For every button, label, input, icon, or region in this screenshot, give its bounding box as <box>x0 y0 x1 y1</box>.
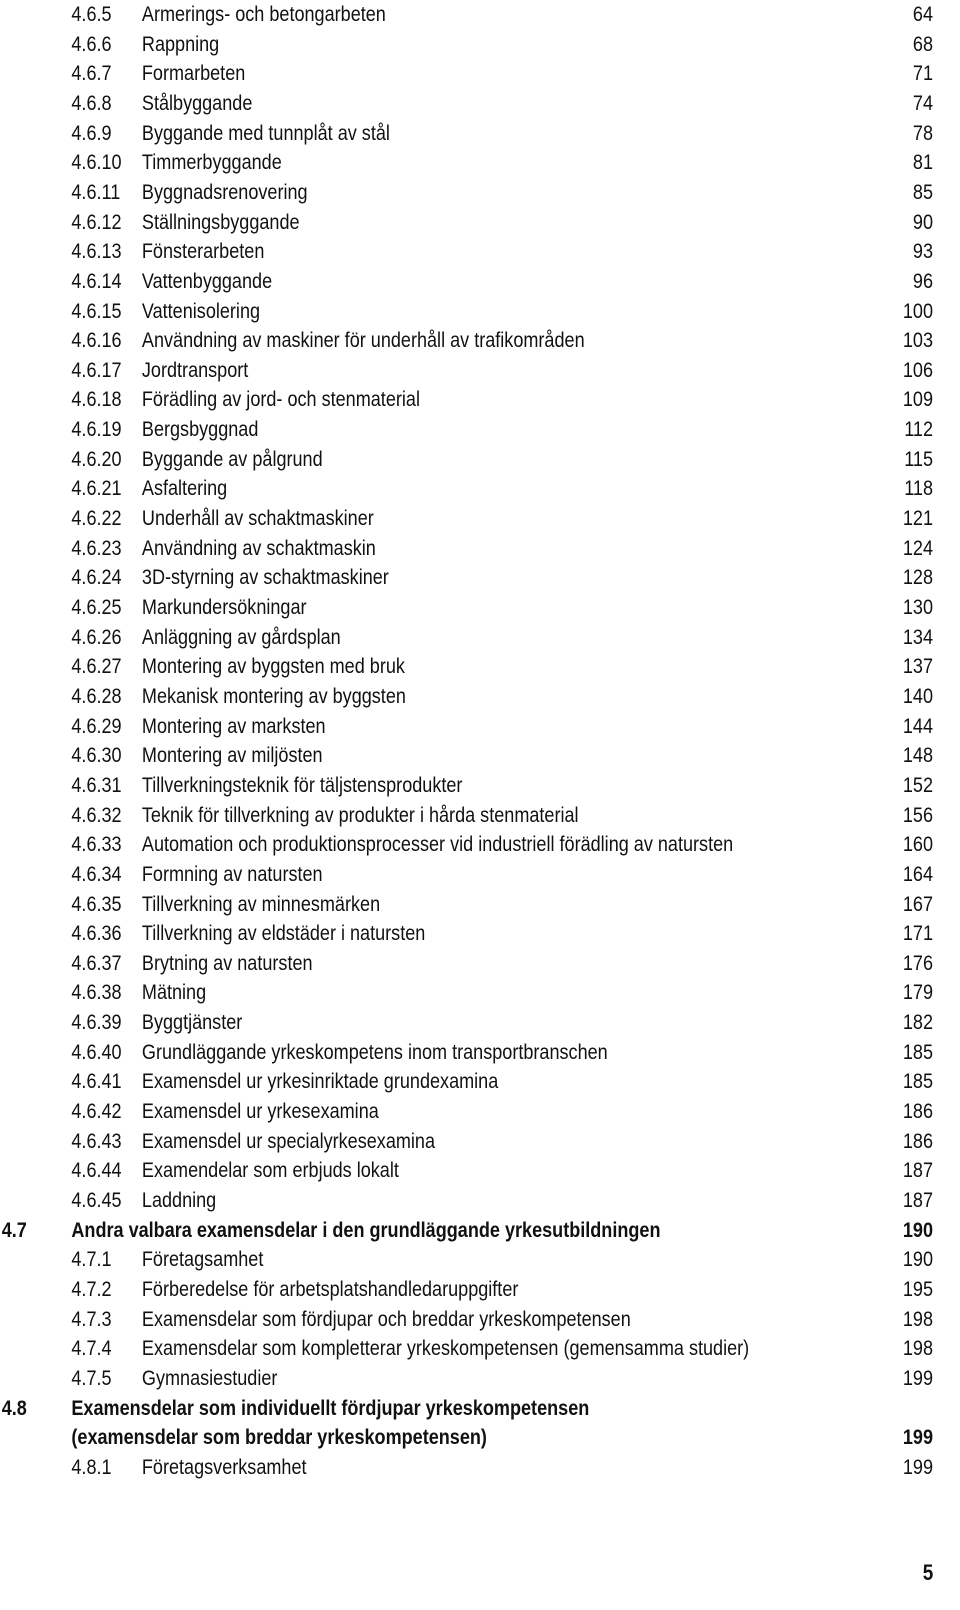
toc-entry <box>0 1334 960 1364</box>
toc-entry-page: 167 <box>902 892 933 916</box>
toc-entry <box>0 1067 960 1097</box>
toc-entry-page: 121 <box>902 507 933 531</box>
toc-entry <box>0 1453 960 1483</box>
toc-entry <box>0 563 960 593</box>
toc-entry-title: Tillverkning av eldstäder i natursten <box>141 922 426 946</box>
toc-entry-page: 64 <box>912 3 933 26</box>
toc-entry-title: Jordtransport <box>141 358 249 382</box>
toc-entry <box>0 593 960 623</box>
toc-entry-page: 81 <box>912 151 933 175</box>
toc-entry-page: 179 <box>902 981 933 1005</box>
toc-entry-page: 90 <box>912 210 933 234</box>
toc-entry-number: 4.6.35 <box>71 892 122 916</box>
toc-entry-title: Examensdel ur specialyrkesexamina <box>141 1129 436 1153</box>
toc-entry-page: 85 <box>912 180 933 204</box>
toc-entry-number: 4.6.14 <box>71 269 122 293</box>
toc-entry-page: 187 <box>902 1189 933 1212</box>
toc-entry-number: 4.6.40 <box>71 1040 122 1064</box>
toc-entry-number: 4.6.42 <box>71 1100 122 1124</box>
toc-entry <box>0 771 960 801</box>
toc-entry-title: Förädling av jord- och stenmaterial <box>141 388 420 412</box>
toc-entry-page: 199 <box>902 1426 933 1450</box>
toc-entry-page: 144 <box>902 714 933 738</box>
toc-entry <box>0 326 960 356</box>
toc-entry <box>0 1275 960 1305</box>
toc-entry-number: 4.7.5 <box>71 1366 112 1390</box>
toc-entry <box>0 1038 960 1068</box>
toc-entry-title: Förberedelse för arbetsplatshandledaruppgifter <box>141 1277 519 1301</box>
toc-entry-title: Tillverkning av minnesmärken <box>141 892 381 916</box>
toc-entry <box>0 919 960 949</box>
toc-entry-number: 4.6.6 <box>71 32 112 56</box>
toc-entry-page: 128 <box>902 566 933 590</box>
toc-entry-title: Examendelar som erbjuds lokalt <box>141 1159 399 1183</box>
toc-entry-title: Företagsamhet <box>141 1248 264 1272</box>
toc-entry <box>0 949 960 979</box>
toc-entry-title: Anläggning av gårdsplan <box>141 625 341 649</box>
toc-entry-number: 4.6.23 <box>71 536 122 560</box>
toc-entry-title: Byggtjänster <box>141 1011 243 1035</box>
toc-entry-title: Markundersökningar <box>141 596 307 619</box>
toc-entry <box>0 1097 960 1127</box>
toc-entry <box>0 890 960 920</box>
toc-entry-title: Fönsterarbeten <box>141 240 265 264</box>
toc-entry-number: 4.6.20 <box>71 447 122 471</box>
toc-entry-number: 4.7.3 <box>71 1307 112 1331</box>
toc-entry-page: 93 <box>912 240 933 264</box>
toc-entry <box>0 1186 960 1216</box>
toc-entry-page: 140 <box>902 684 933 708</box>
toc-entry-title: Underhåll av schaktmaskiner <box>141 507 374 531</box>
toc-entry-page: 164 <box>902 862 933 886</box>
toc-entry-title: Andra valbara examensdelar i den grundläggande yrkesutbildningen <box>71 1218 661 1242</box>
toc-entry-page: 160 <box>902 833 933 857</box>
toc-entry-number: 4.6.9 <box>71 121 112 145</box>
toc-entry-page: 137 <box>902 655 933 679</box>
toc-entry <box>0 1423 960 1453</box>
toc-entry-number: 4.6.39 <box>71 1011 122 1035</box>
toc-entry-number: 4.6.10 <box>71 151 122 175</box>
toc-entry-title: Examensdel ur yrkesexamina <box>141 1100 379 1124</box>
toc-entry-number: 4.7 <box>1 1218 27 1242</box>
toc-entry-number: 4.6.7 <box>71 62 112 86</box>
toc-entry-title: Mätning <box>141 981 207 1005</box>
toc-entry-number: 4.6.36 <box>71 922 122 946</box>
toc-entry-page: 195 <box>902 1277 933 1301</box>
toc-entry <box>0 1305 960 1335</box>
toc-entry <box>0 297 960 327</box>
toc-entry-title: Examensdel ur yrkesinriktade grundexamina <box>141 1070 499 1094</box>
toc-entry-number: 4.6.24 <box>71 566 122 590</box>
toc-entry <box>0 356 960 386</box>
toc-entry-number: 4.6.30 <box>71 744 122 768</box>
toc-entry-page: 185 <box>902 1040 933 1064</box>
toc-entry-page: 112 <box>904 418 933 442</box>
toc-entry-page: 187 <box>902 1159 933 1183</box>
toc-entry-number: 4.6.41 <box>71 1070 122 1094</box>
toc-entry-number: 4.6.13 <box>71 240 122 264</box>
toc-entry-page: 68 <box>912 32 933 56</box>
toc-entry <box>0 801 960 831</box>
toc-entry-title: Montering av miljösten <box>141 744 323 768</box>
toc-entry-page: 130 <box>902 596 933 619</box>
toc-entry-page: 100 <box>902 299 933 323</box>
toc-entry-number: 4.7.1 <box>71 1248 112 1272</box>
toc-entry-title: Montering av byggsten med bruk <box>141 655 405 679</box>
toc-entry-title: Brytning av natursten <box>141 951 313 975</box>
toc-entry-page: 118 <box>904 477 933 501</box>
toc-entry <box>0 1364 960 1394</box>
toc-entry-number: 4.6.34 <box>71 862 122 886</box>
toc-entry <box>0 534 960 564</box>
toc-entry-page: 106 <box>902 358 933 382</box>
toc-entry-number: 4.7.2 <box>71 1277 112 1301</box>
toc-entry-page: 124 <box>902 536 933 560</box>
toc-entry-title: Timmerbyggande <box>141 151 282 175</box>
toc-entry-title: Examensdelar som fördjupar och breddar yrkeskompetensen <box>141 1307 631 1331</box>
toc-entry <box>0 652 960 682</box>
toc-entry-title: Grundläggande yrkeskompetens inom transportbranschen <box>141 1040 608 1064</box>
toc-entry-title: Examensdelar som kompletterar yrkeskompetensen (gemensamma studier) <box>141 1337 750 1361</box>
toc-entry <box>0 1008 960 1038</box>
toc-entry-page: 199 <box>902 1455 933 1479</box>
toc-entry-title: Byggande med tunnplåt av stål <box>141 121 390 145</box>
toc-entry-number: 4.6.21 <box>71 477 122 501</box>
toc-entry-title: Användning av maskiner för underhåll av trafikområden <box>141 329 585 353</box>
toc-entry-title: Rappning <box>141 32 220 56</box>
toc-entry <box>0 504 960 534</box>
toc-entry-title: Formning av natursten <box>141 862 323 886</box>
toc-entry <box>0 385 960 415</box>
toc-entry-number: 4.6.25 <box>71 596 122 619</box>
toc-entry-number: 4.6.44 <box>71 1159 122 1183</box>
toc-entry <box>0 208 960 238</box>
toc-entry <box>0 0 960 30</box>
toc-entry <box>0 89 960 119</box>
toc-entry <box>0 445 960 475</box>
toc-entry-page: 103 <box>902 329 933 353</box>
toc-entry-number: 4.6.26 <box>71 625 122 649</box>
toc-entry-page: 109 <box>902 388 933 412</box>
toc-entry-title: Montering av marksten <box>141 714 326 738</box>
toc-entry-number: 4.6.22 <box>71 507 122 531</box>
toc-entry-number: 4.6.8 <box>71 91 112 115</box>
toc-entry-page: 185 <box>902 1070 933 1094</box>
toc-entry-number: 4.6.37 <box>71 951 122 975</box>
toc-entry <box>0 623 960 653</box>
toc-entry <box>0 178 960 208</box>
toc-entry-page: 71 <box>912 62 933 86</box>
toc-entry <box>0 1216 960 1246</box>
toc-entry-number: 4.6.43 <box>71 1129 122 1153</box>
toc-entry <box>0 474 960 504</box>
toc-entry <box>0 712 960 742</box>
toc-entry-page: 198 <box>902 1337 933 1361</box>
toc-entry-title: Teknik för tillverkning av produkter i hårda stenmaterial <box>141 803 579 827</box>
toc-entry <box>0 741 960 771</box>
toc-entry <box>0 267 960 297</box>
toc-entry-number: 4.6.11 <box>71 180 121 204</box>
toc-entry <box>0 148 960 178</box>
toc-entry-title: Automation och produktionsprocesser vid industriell förädling av natursten <box>141 833 734 857</box>
toc-entry-number: 4.7.4 <box>71 1337 112 1361</box>
toc-entry-number: 4.6.45 <box>71 1189 122 1212</box>
toc-entry <box>0 830 960 860</box>
toc-entry-title: Företagsverksamhet <box>141 1455 307 1479</box>
toc-entry-number: 4.6.5 <box>71 3 112 26</box>
toc-entry-number: 4.6.12 <box>71 210 122 234</box>
toc-entry-number: 4.6.29 <box>71 714 122 738</box>
toc-entry-title: Armerings- och betongarbeten <box>141 3 386 26</box>
toc-entry-page: 96 <box>912 269 933 293</box>
toc-entry-title: Ställningsbyggande <box>141 210 300 234</box>
toc-entry <box>0 1245 960 1275</box>
toc-entry-page: 186 <box>902 1129 933 1153</box>
toc-entry-page: 78 <box>912 121 933 145</box>
toc-entry-page: 148 <box>902 744 933 768</box>
toc-entry-page: 176 <box>902 951 933 975</box>
toc-entry-title: Vattenisolering <box>141 299 261 323</box>
toc-entry-page: 156 <box>902 803 933 827</box>
toc-entry <box>0 1156 960 1186</box>
toc-entry-title: Formarbeten <box>141 62 246 86</box>
toc-entry-title: Mekanisk montering av byggsten <box>141 684 406 708</box>
toc-entry-number: 4.6.31 <box>71 773 122 797</box>
toc-entry <box>0 59 960 89</box>
toc-entry-title: Byggande av pålgrund <box>141 447 323 471</box>
toc-entry-number: 4.6.28 <box>71 684 122 708</box>
toc-entry-title: (examensdelar som breddar yrkeskompetensen) <box>71 1426 487 1450</box>
toc-entry-number: 4.6.33 <box>71 833 122 857</box>
toc-entry-title: Byggnadsrenovering <box>141 180 308 204</box>
toc-entry-page: 74 <box>912 91 933 115</box>
toc-entry-page: 134 <box>902 625 933 649</box>
toc-entry-page: 186 <box>902 1100 933 1124</box>
toc-entry-title: Laddning <box>141 1189 217 1212</box>
toc-entry-title: Vattenbyggande <box>141 269 273 293</box>
toc-entry-title: Asfaltering <box>141 477 228 501</box>
toc-entry-number: 4.8.1 <box>71 1455 112 1479</box>
toc-entry-number: 4.6.18 <box>71 388 122 412</box>
toc-entry <box>0 978 960 1008</box>
page-number: 5 <box>922 1560 933 1585</box>
toc-entry-title: Gymnasiestudier <box>141 1366 278 1390</box>
toc-entry-title: Bergsbyggnad <box>141 418 259 442</box>
toc-entry-title: Användning av schaktmaskin <box>141 536 376 560</box>
toc-entry-page: 182 <box>902 1011 933 1035</box>
toc-entry-title: Examensdelar som individuellt fördjupar yrkeskompetensen <box>71 1396 590 1420</box>
toc-entry-number: 4.6.19 <box>71 418 122 442</box>
toc-entry-title: Stålbyggande <box>141 91 253 115</box>
toc-entry-page: 152 <box>902 773 933 797</box>
toc-entry-page: 115 <box>904 447 933 471</box>
toc-entry-title: Tillverkningsteknik för täljstensprodukter <box>141 773 463 797</box>
toc-entry <box>0 415 960 445</box>
toc-entry <box>0 237 960 267</box>
toc-entry-page: 198 <box>902 1307 933 1331</box>
toc-entry-number: 4.6.16 <box>71 329 122 353</box>
toc-entry <box>0 860 960 890</box>
toc-entry-number: 4.6.15 <box>71 299 122 323</box>
toc-entry-number: 4.6.32 <box>71 803 122 827</box>
toc-entry-title: 3D-styrning av schaktmaskiner <box>141 566 389 590</box>
toc-entry <box>0 119 960 149</box>
toc-entry-page: 199 <box>902 1366 933 1390</box>
toc-entry-page: 171 <box>902 922 933 946</box>
toc-entry-number: 4.8 <box>1 1396 27 1420</box>
toc-entry-page: 190 <box>902 1218 933 1242</box>
toc-entry-number: 4.6.17 <box>71 358 122 382</box>
toc-entry-number: 4.6.38 <box>71 981 122 1005</box>
toc-entry-page: 190 <box>902 1248 933 1272</box>
toc-entry <box>0 1394 960 1424</box>
toc-entry <box>0 1127 960 1157</box>
toc-entry <box>0 682 960 712</box>
toc-entry-number: 4.6.27 <box>71 655 122 679</box>
toc-entry <box>0 30 960 60</box>
